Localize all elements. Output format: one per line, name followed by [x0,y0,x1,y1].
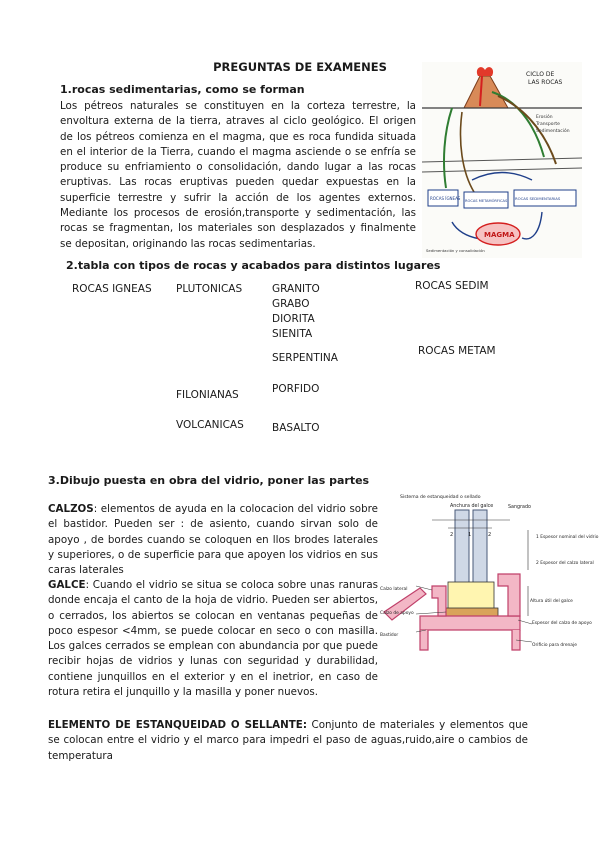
lbl-sistema: Sistema de estanqueidad o sellado [400,495,481,500]
lbl-calzo-apoyo: Calzo de apoyo [380,611,414,616]
num-1: 1 [468,532,472,538]
plutonicas: PLUTONICAS [176,283,243,295]
rock-cycle-diagram [422,62,582,258]
lbl-bastidor: Bastidor [380,633,399,638]
estanq-text: Conjunto de materiales y elementos que se colocan entre el vidrio y el marco para impedri el paso de aguas,ruido,aire o cambios de temperatura [48,719,528,762]
porfido: PORFIDO [272,383,320,395]
q2-heading: 2.tabla con tipos de rocas y acabados para distintos lugares [66,259,441,272]
cycle-title-1: CICLO DE [526,71,555,78]
box-metam: ROCAS METAMÓRFICAS [465,199,508,203]
lbl-altura: Altura útil del galce [530,599,573,604]
rocas-igneas: ROCAS IGNEAS [72,283,152,295]
basalto: BASALTO [272,422,320,434]
lbl-calzo-lateral: Calzo lateral [380,587,408,592]
filonianas: FILONIANAS [176,389,239,401]
bottom-note: Sedimentación y consolidación [426,248,485,253]
sienita: SIENITA [272,328,313,340]
num-2b: 2 [488,532,492,538]
glazing-diagram [380,490,599,670]
serpentina: SERPENTINA [272,352,338,364]
granito: GRANITO [272,283,320,295]
lbl-espesor-calzo: Espesor del calzo de apoyo [532,621,592,626]
box-sedim: ROCAS SEDIMENTARIAS [515,196,561,201]
lbl-orificio: Orificio para drenaje [532,643,577,648]
diorita: DIORITA [272,313,315,325]
rocas-sedim: ROCAS SEDIM [415,280,489,292]
legend-sedimentacion: Sedimentación [536,129,570,134]
calzos-term: CALZOS [48,503,94,515]
lbl-anchura: Anchura del galce [450,504,494,509]
calzos-paragraph [48,502,378,578]
box-igneas: ROCAS ÍGNEAS [430,196,461,201]
legend-transporte: Transporte [536,122,560,127]
legend-erosion: Erosión [536,115,553,120]
calzos-text: : elementos de ayuda en la colocacion del vidrio sobre el bastidor. Pueden ser : de asiento, cuando sirvan solo de apoyo , de bordes cuando se coloquen en llos brodes laterales y superiores, o de superficie para que apoyen los vidrios en sus caras laterales [48,503,378,577]
estanqueidad-paragraph [48,718,528,764]
grabo: GRABO [272,298,310,310]
galce-paragraph [48,578,378,700]
lbl-sangrado: Sangrado [508,505,531,510]
galce-term: GALCE [48,579,86,591]
q1-heading: 1.rocas sedimentarias, como se forman [60,83,305,96]
lbl-e2: 2 Espesor del calzo lateral [536,561,594,566]
magma-label: MAGMA [484,231,515,239]
lbl-e1: 1 Espesor nominal del vidrio [536,535,599,540]
volcanicas: VOLCANICAS [176,419,244,431]
estanq-term: ELEMENTO DE ESTANQUEIDAD O SELLANTE: [48,719,307,731]
galce-text: : Cuando el vidrio se situa se coloca sobre unas ranuras donde encaja el canto de la hoja de vidrio. Pueden ser abiertos, o cerrados, los abiertos se colocan en ventanas pequeñas de poco espesor <4mm, se puede colocar en seco o con masilla. Los galces cerrados se emplean con abundancia por que puede recibir hojas de vidrios y lunas con seguridad y durabilidad, contiene junquillos en el exterior y en el inetrior, en caso de rotura retira el junquillo y la masilla y poner nuevos. [48,579,378,699]
q3-heading: 3.Dibujo puesta en obra del vidrio, poner las partes [48,474,370,487]
num-2a: 2 [450,532,454,538]
page-title: PREGUNTAS DE EXAMENES [213,60,387,74]
rocas-metam: ROCAS METAM [418,345,496,357]
cycle-title-2: LAS ROCAS [528,79,563,86]
q1-body: Los pétreos naturales se constituyen en la corteza terrestre, la envoltura externa de la tierra, atraves al ciclo geológico. El origen de los pétreos comienza en el magma, que es roca fundida situada en el interior de la Tierra, cuando el magma asciende o se enfría se produce su enfriamiento o consolidación, dando lugar a las rocas eruptivas. Las rocas eruptivas pueden quedar expuestas en la superficie terrestre y sufrir la acción de los agentes externos. Mediante los procesos de erosión,transporte y sedimentación, las rocas se fragmentan, los materiales son desplazados y finalmente se depositan, originando las rocas sedimentarias. [60,100,416,250]
